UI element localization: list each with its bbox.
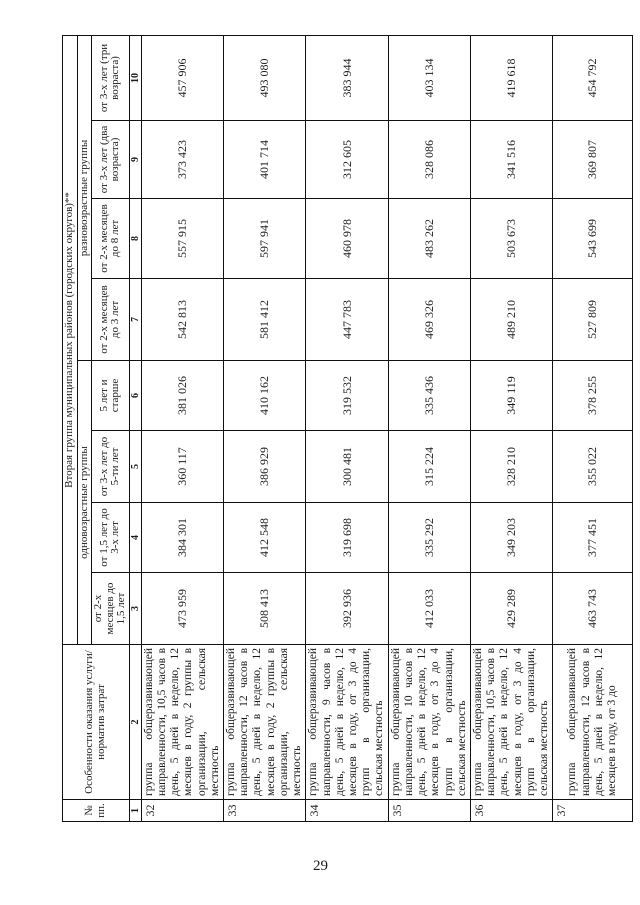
header-col: от 2-х месяцев до 8 лет — [92, 199, 130, 279]
cost-value-cell: 447 783 — [306, 279, 388, 361]
cost-value-cell: 377 451 — [553, 503, 633, 573]
cost-value-cell: 384 301 — [141, 503, 223, 573]
cost-value-cell: 369 807 — [553, 121, 633, 199]
cost-value-cell: 457 906 — [141, 35, 223, 120]
cost-value-cell: 381 026 — [141, 361, 223, 431]
cost-value-cell: 335 292 — [388, 503, 470, 573]
table-row — [224, 35, 306, 821]
cost-value-cell: 355 022 — [553, 431, 633, 503]
cost-value-cell: 328 210 — [470, 431, 552, 503]
header-num: № пп. — [63, 800, 130, 822]
row-number: 34 — [306, 800, 388, 822]
header-col: от 3-х лет (три возраста) — [92, 35, 130, 120]
row-number: 35 — [388, 800, 470, 822]
row-description: группа общеразвивающей направленности, 10 часов в день, 5 дней в неделю, 12 месяцев в году, от 3 до 4 групп в организации, сельская местность — [388, 645, 470, 800]
cost-value-cell: 341 516 — [470, 121, 552, 199]
header-feature: Особенности оказания услуги/норматив затрат — [63, 645, 130, 800]
cost-value-cell: 429 289 — [470, 573, 552, 645]
header-col: от 3-х лет (два возраста) — [92, 121, 130, 199]
table-row — [388, 35, 470, 821]
cost-value-cell: 360 117 — [141, 431, 223, 503]
cost-value-cell: 403 134 — [388, 35, 470, 120]
column-number: 3 — [129, 573, 141, 645]
cost-value-cell: 463 743 — [553, 573, 633, 645]
row-description: группа общеразвивающей направленности, 10,5 часов в день, 5 дней в неделю, 12 месяцев в году, от 3 до 4 групп в организации, сельская местность — [470, 645, 552, 800]
cost-value-cell: 508 413 — [224, 573, 306, 645]
cost-value-cell: 581 412 — [224, 279, 306, 361]
header-mixed-age: разновозрастные группы — [77, 35, 92, 360]
cost-value-cell: 378 255 — [553, 361, 633, 431]
table-row — [470, 35, 552, 821]
table-row — [141, 35, 223, 821]
cost-value-cell: 489 210 — [470, 279, 552, 361]
row-number: 33 — [224, 800, 306, 822]
column-number: 9 — [129, 121, 141, 199]
cost-value-cell: 493 080 — [224, 35, 306, 120]
header-col: 5 лет и старше — [92, 361, 130, 431]
cost-value-cell: 557 915 — [141, 199, 223, 279]
row-description: группа общеразвивающей направленности, 9 часов в день, 5 дней в неделю, 12 месяцев в году, от 3 до 4 групп в организации, сельская местность — [306, 645, 388, 800]
cost-value-cell: 542 813 — [141, 279, 223, 361]
page-number: 29 — [312, 858, 328, 875]
column-number: 7 — [129, 279, 141, 361]
cost-table — [62, 35, 633, 822]
cost-value-cell: 328 086 — [388, 121, 470, 199]
table-row — [553, 35, 633, 821]
header-group-title: Вторая группа муниципальных районов (городских округов)** — [63, 35, 78, 644]
cost-value-cell: 460 978 — [306, 199, 388, 279]
header-col: от 1,5 лет до 3-х лет — [92, 503, 130, 573]
header-col: от 2-х месяцев до 3 лет — [92, 279, 130, 361]
cost-value-cell: 349 203 — [470, 503, 552, 573]
table-row — [306, 35, 388, 821]
header-col: от 2-х месяцев до 1,5 лет — [92, 573, 130, 645]
cost-value-cell: 312 605 — [306, 121, 388, 199]
column-number: 5 — [129, 431, 141, 503]
cost-value-cell: 383 944 — [306, 35, 388, 120]
rotated-page — [40, 22, 619, 882]
cost-value-cell: 483 262 — [388, 199, 470, 279]
cost-value-cell: 597 941 — [224, 199, 306, 279]
cost-value-cell: 412 548 — [224, 503, 306, 573]
row-number: 36 — [470, 800, 552, 822]
cost-value-cell: 386 929 — [224, 431, 306, 503]
page-number-area — [40, 852, 600, 882]
column-numbers-row — [129, 35, 141, 821]
row-number: 37 — [553, 800, 633, 822]
cost-value-cell: 410 162 — [224, 361, 306, 431]
cost-value-cell: 454 792 — [553, 35, 633, 120]
cost-value-cell: 503 673 — [470, 199, 552, 279]
cost-value-cell: 543 699 — [553, 199, 633, 279]
column-number: 4 — [129, 503, 141, 573]
cost-value-cell: 373 423 — [141, 121, 223, 199]
column-number: 6 — [129, 361, 141, 431]
cost-value-cell: 392 936 — [306, 573, 388, 645]
row-description: группа общеразвивающей направленности, 10,5 часов в день, 5 дней в неделю, 12 месяцев в году, 2 группы в организации, сельская местность — [141, 645, 223, 800]
cost-value-cell: 412 033 — [388, 573, 470, 645]
cost-value-cell: 419 618 — [470, 35, 552, 120]
cost-value-cell: 319 698 — [306, 503, 388, 573]
cost-value-cell: 527 809 — [553, 279, 633, 361]
column-number: 1 — [129, 800, 141, 822]
cost-value-cell: 349 119 — [470, 361, 552, 431]
cost-value-cell: 319 532 — [306, 361, 388, 431]
column-number: 10 — [129, 35, 141, 120]
row-description: группа общеразвивающей направленности, 12 часов в день, 5 дней в неделю, 12 месяцев в году, 2 группы в организации, сельская местность — [224, 645, 306, 800]
cost-value-cell: 401 714 — [224, 121, 306, 199]
column-number: 8 — [129, 199, 141, 279]
cost-value-cell: 473 959 — [141, 573, 223, 645]
cost-value-cell: 315 224 — [388, 431, 470, 503]
row-description: группа общеразвивающей направленности, 12 часов в день, 5 дней в неделю, 12 месяцев в году, от 3 до — [553, 645, 633, 800]
cost-value-cell: 469 326 — [388, 279, 470, 361]
cost-value-cell: 335 436 — [388, 361, 470, 431]
column-number: 2 — [129, 645, 141, 800]
cost-value-cell: 300 481 — [306, 431, 388, 503]
row-number: 32 — [141, 800, 223, 822]
header-col: от 3-х лет до 5-ти лет — [92, 431, 130, 503]
header-same-age: одновозрастные группы — [77, 361, 92, 645]
